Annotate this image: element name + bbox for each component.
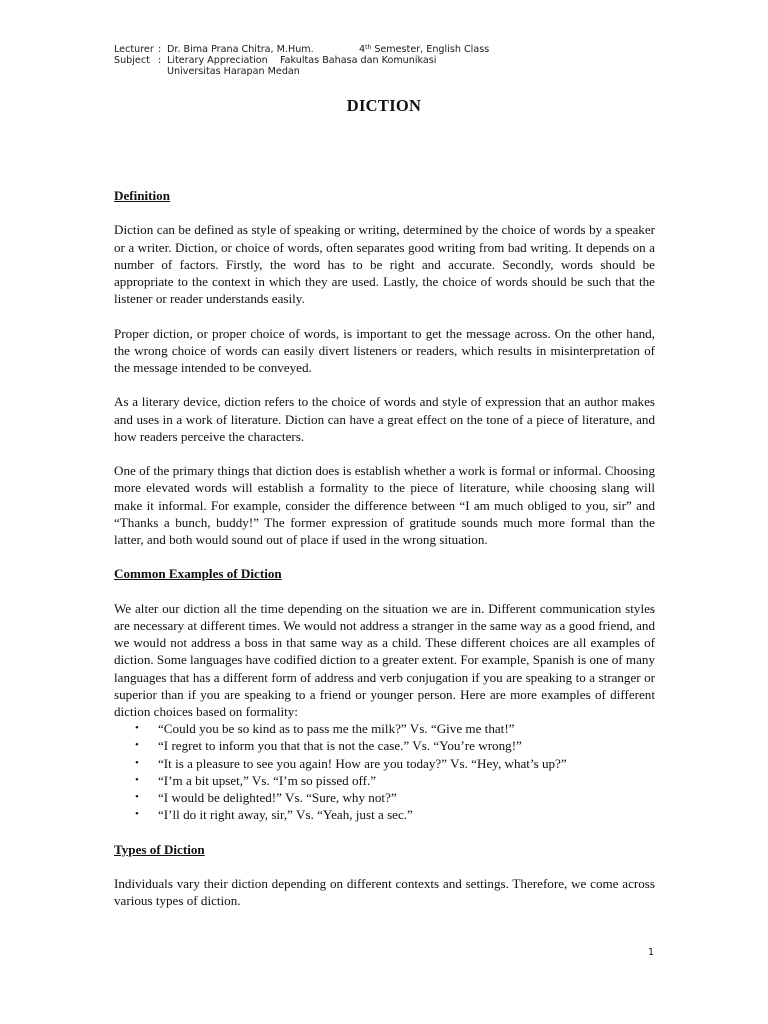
page-title: DICTION: [346, 96, 422, 115]
list-item-text: “I’m a bit upset,” Vs. “I’m so pissed off.”: [158, 772, 377, 788]
definition-heading: Definition: [114, 188, 171, 203]
list-item: [114, 720, 655, 737]
list-item-text: “Could you be so kind as to pass me the milk?” Vs. “Give me that!”: [158, 721, 515, 737]
document-body: [114, 187, 655, 927]
university-name: Universitas Harapan Medan: [167, 66, 300, 77]
list-item: [114, 755, 655, 772]
list-item-text: “I regret to inform you that that is not the case.” Vs. “You’re wrong!”: [158, 738, 522, 754]
list-item: [114, 737, 655, 754]
page-number: 1: [648, 947, 655, 958]
semester-info: [359, 44, 489, 55]
examples-list: [114, 720, 655, 823]
lecturer-name: Dr. Bima Prana Chitra, M.Hum.: [167, 44, 314, 55]
bullet-icon: •: [135, 808, 139, 821]
definition-paragraph-3: As a literary device, diction refers to the choice of words and style of expression that an author makes and uses in a work of literature. Diction can have a great effect on the tone of a piece of literature, and how readers perceive the characters.: [114, 394, 655, 444]
examples-paragraph: We alter our diction all the time depending on the situation we are in. Different communication styles are necessary at different times. We would not address a stranger in the same way as a good friend, and we would not address a boss in that same way as a child. These different choices are all examples of diction. Some languages have codified diction to a greater extent. For example, Spanish is one of many languages that has a different form of address and verb conjugation if you are speaking to a stranger or superior than if you are speaking to a friend or younger person. Here are more examples of different diction choices based on formality:: [114, 600, 655, 719]
semester-number: 4: [359, 44, 366, 55]
types-heading: Types of Diction: [114, 841, 205, 857]
list-item-text: “It is a pleasure to see you again! How are you today?” Vs. “Hey, what’s up?”: [158, 755, 567, 771]
definition-paragraph-2: Proper diction, or proper choice of words, is important to get the message across. On the other hand, the wrong choice of words can easily divert listeners or readers, which results in misinterpretation of the message intended to be conveyed.: [114, 325, 655, 375]
lecturer-label: Lecturer: [114, 44, 154, 55]
list-item: [114, 772, 655, 789]
list-item-text: “I’ll do it right away, sir,” Vs. “Yeah, just a sec.”: [158, 807, 413, 823]
semester-suffix: th: [365, 44, 372, 51]
subject-colon: :: [158, 55, 162, 66]
subject-label: Subject: [114, 55, 150, 66]
types-paragraph: Individuals vary their diction depending on different contexts and settings. Therefore, we come across various types of diction.: [114, 876, 655, 909]
bullet-icon: •: [135, 756, 139, 769]
bullet-icon: •: [135, 739, 139, 752]
bullet-icon: •: [135, 722, 139, 735]
list-item-text: “I would be delighted!” Vs. “Sure, why not?”: [158, 790, 397, 806]
examples-heading: Common Examples of Diction: [114, 566, 282, 582]
definition-paragraph-1: Diction can be defined as style of speaking or writing, determined by the choice of words by a speaker or a writer. Diction, or choice of words, often separates good writing from bad writing. It depends on a number of factors. Firstly, the word has to be right and accurate. Secondly, words should be appropriate to the context in which they are used. Lastly, the choice of words should be such that the listener or reader understands easily.: [114, 222, 655, 307]
list-item: [114, 789, 655, 806]
subject-name: Literary Appreciation: [167, 55, 268, 66]
semester-text: Semester, English Class: [371, 44, 490, 55]
lecturer-colon: :: [158, 44, 162, 55]
definition-paragraph-4: One of the primary things that diction does is establish whether a work is formal or informal. Choosing more elevated words will establish a formality to the piece of literature, while choosing slang will make it informal. For example, consider the difference between “I am much obliged to you, sir” and “Thanks a bunch, buddy!” The former expression of gratitude sounds much more formal than the latter, and both would sound out of place if used in the wrong situation.: [114, 463, 655, 547]
list-item: [114, 806, 655, 823]
faculty-name: Fakultas Bahasa dan Komunikasi: [280, 55, 437, 66]
bullet-icon: •: [135, 791, 139, 804]
bullet-icon: •: [135, 773, 139, 786]
